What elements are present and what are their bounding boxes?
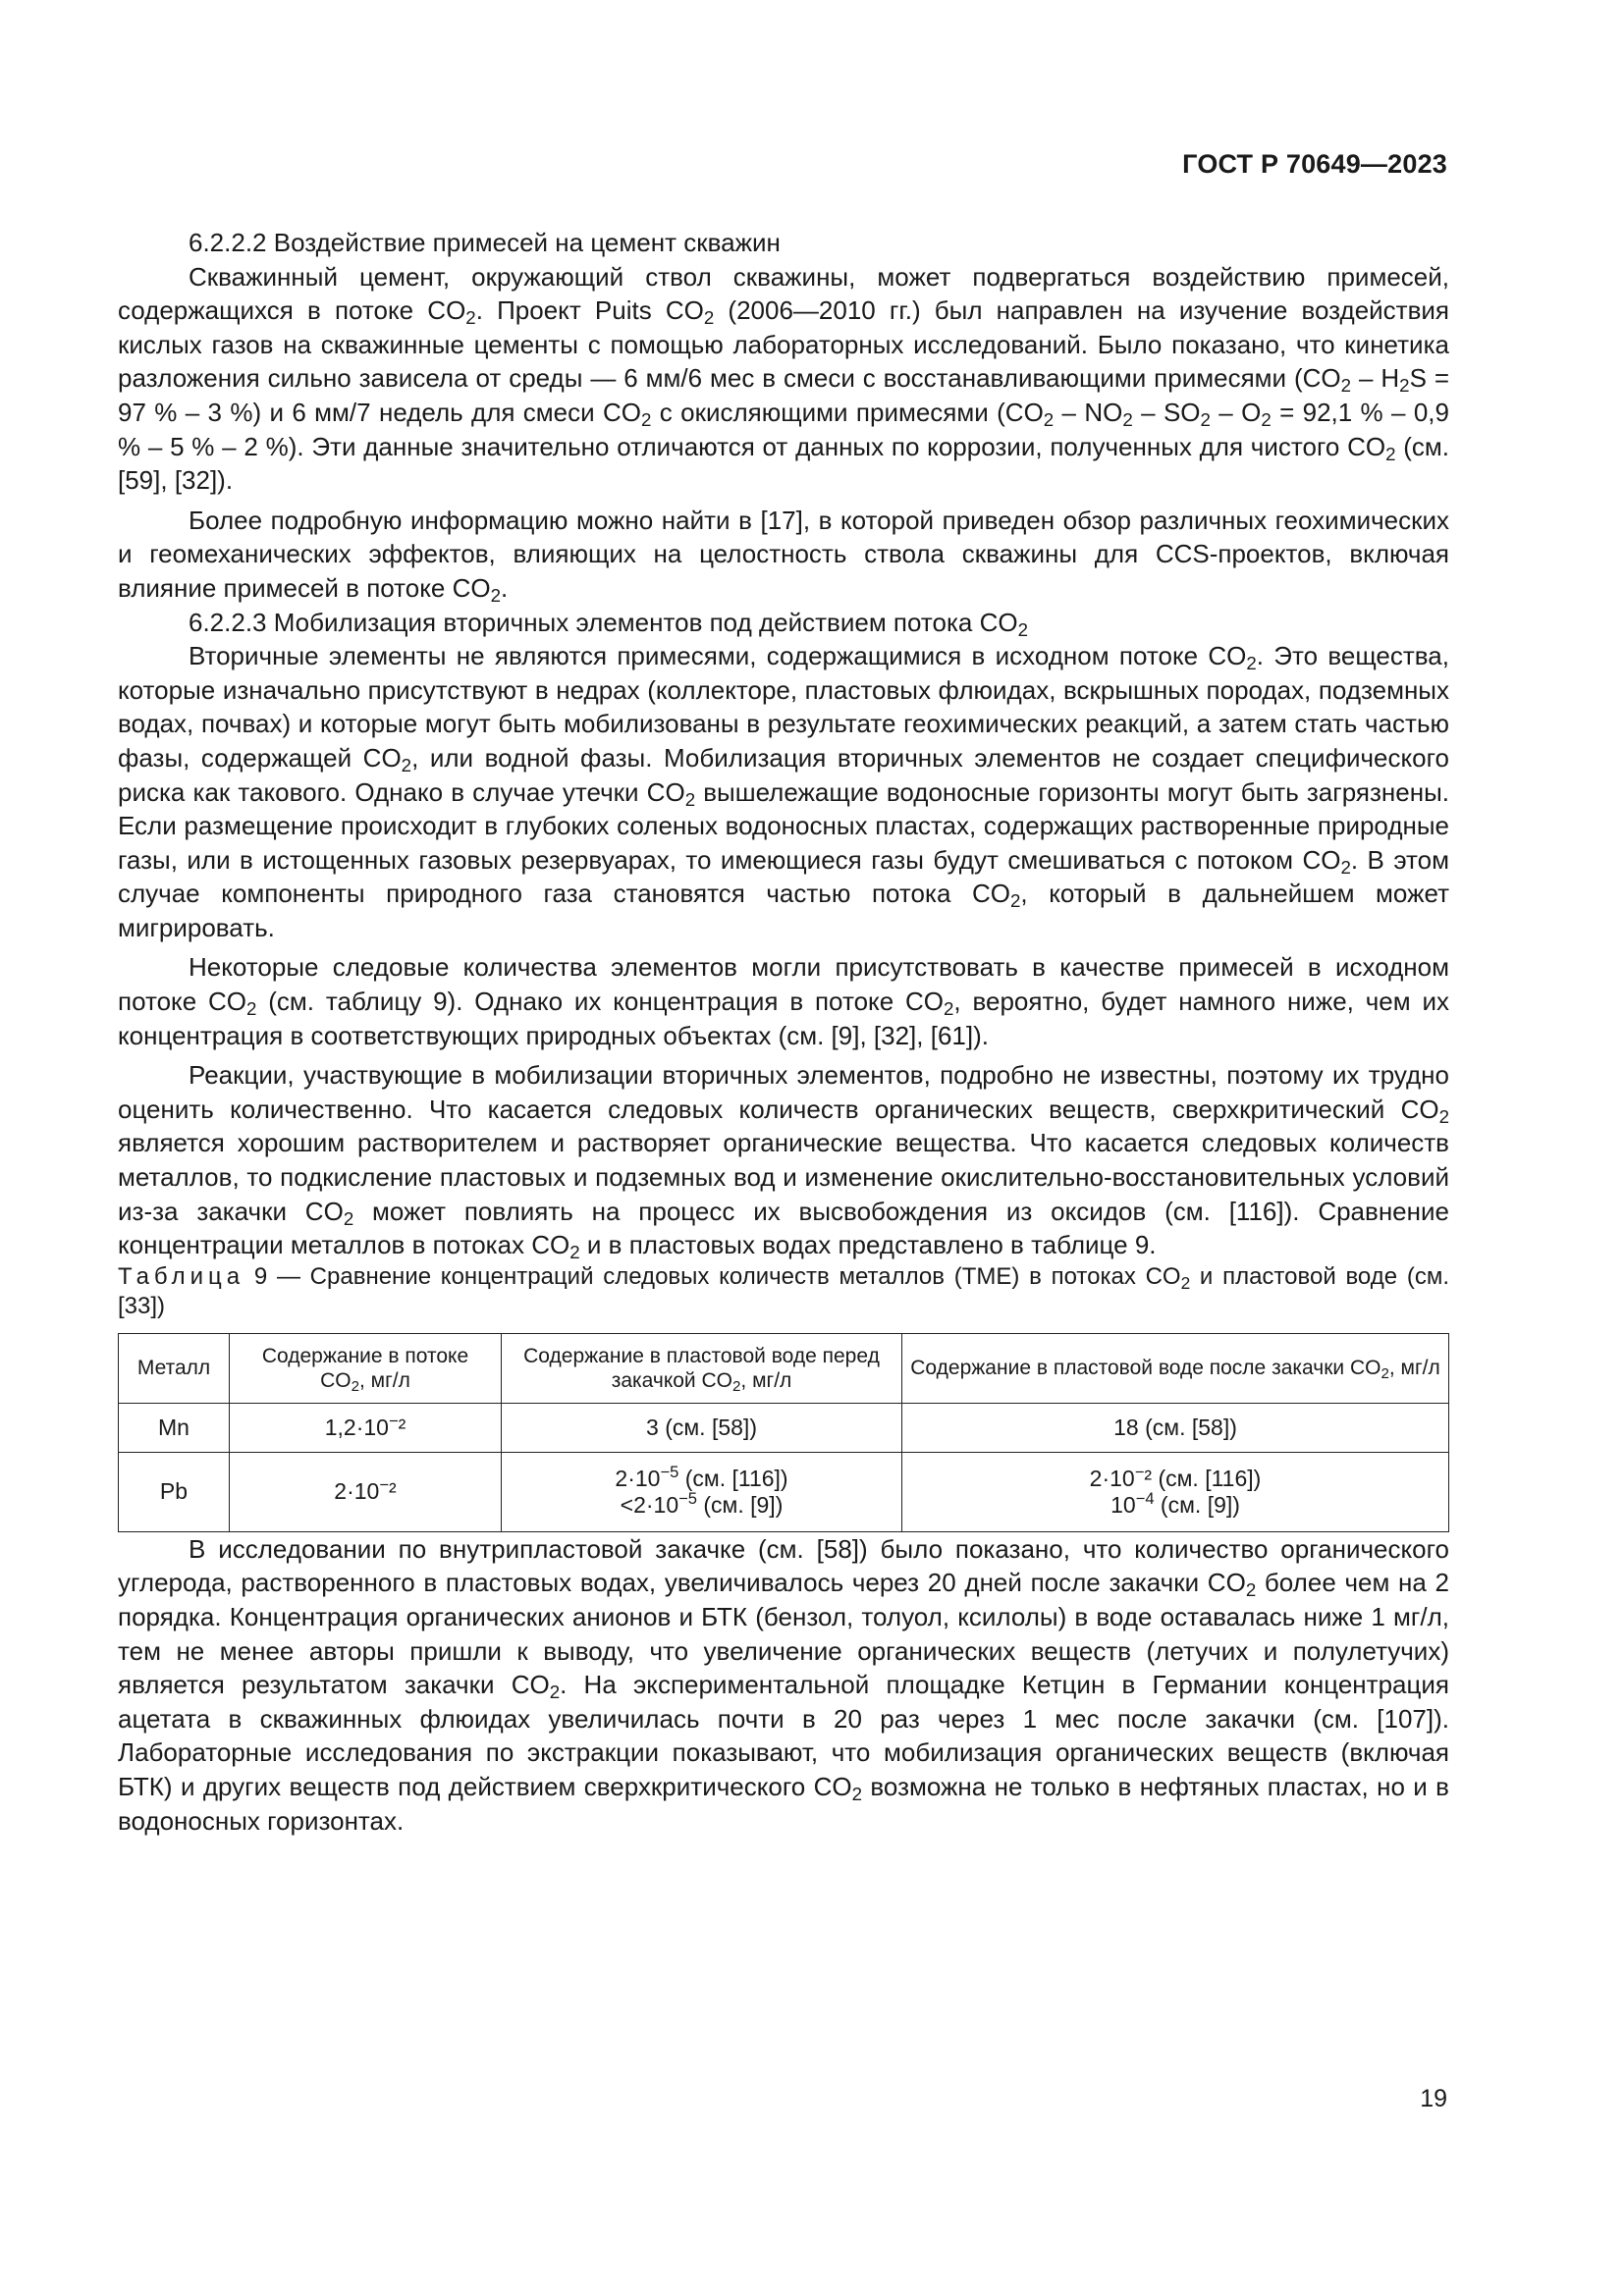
table-caption-label: Таблица [118, 1262, 245, 1290]
table-header-row [119, 1333, 1449, 1403]
header-cell-water-after: Содержание в пластовой воде после закачки $CO_2$, мг/л [902, 1333, 1449, 1403]
header-cell-stream: Содержание в потоке $CO_2$, мг/л [230, 1333, 502, 1403]
page-body [118, 226, 1449, 1838]
table-caption-text: 9 — Сравнение концентраций следовых количеств металлов (TME) в потоках $CO_2$ и пластовой воде (см. [33]) [118, 1262, 1450, 1319]
table-cell: Mn [119, 1403, 230, 1452]
table-row [119, 1452, 1449, 1531]
table-cell: 18 (см. [58]) [902, 1403, 1449, 1452]
header-cell-metal: Металл [119, 1333, 230, 1403]
table-caption [118, 1262, 1449, 1321]
table-cell: 1,2·10−² [230, 1403, 502, 1452]
standard-header: ГОСТ Р 70649—2023 [1182, 149, 1447, 179]
page-number: 19 [1420, 2085, 1447, 2112]
table-cell: $2\cdot 10^{-5}$ (см. [116]) $<2\cdot 10^{-5}$ (см. [9]) [502, 1452, 902, 1531]
paragraph: Скважинный цемент, окружающий ствол скважины, может подвергаться воздействию примесей, содержащихся в потоке $CO_2$. Проект Puits $CO_2$ (2006—2010 гг.) был направлен на изучение воздействия кислых газов на скважинные цементы с помощью лабораторных исследований. Было показано, что кинетика разложения сильно зависела от среды — 6 мм/6 мес в смеси с восстанавливающими примесями ($CO_2 - H_2S = 97$ % – 3 %) и 6 мм/7 недель для смеси $CO_2$ с окисляющими примесями ($CO_2 - NO_2 - SO_2 - O_2 = 92,1$ % – 0,9 % – 5 % – 2 %). Эти данные значительно отличаются от данных по коррозии, полученных для чистого $CO_2$ (см. [59], [32]). [118, 261, 1450, 496]
paragraph: Реакции, участвующие в мобилизации вторичных элементов, подробно не известны, поэтому их трудно оценить количественно. Что касается следовых количеств органических веществ, сверхкритический $CO_2$ является хорошим растворителем и растворяет органические вещества. Что касается следовых количеств металлов, то подкисление пластовых и подземных вод и изменение окислительно-восстановительных условий из-за закачки $CO_2$ может повлиять на процесс их высвобождения из оксидов (см. [116]). Сравнение концентрации металлов в потоках $CO_2$ и в пластовых водах представлено в таблице 9. [118, 1060, 1449, 1263]
table-9 [118, 1333, 1449, 1532]
table-cell: Pb [119, 1452, 230, 1531]
paragraph: Некоторые следовые количества элементов могли присутствовать в качестве примесей в исходном потоке $CO_2$ (см. таблицу 9). Однако их концентрация в потоке $CO_2$, вероятно, будет намного ниже, чем их концентрация в соответствующих природных объектах (см. [9], [32], [61]). [118, 952, 1449, 1050]
paragraph: В исследовании по внутрипластовой закачке (см. [58]) было показано, что количество органического углерода, растворенного в пластовых водах, увеличивалось через 20 дней после закачки $CO_2$ более чем на 2 порядка. Концентрация органических анионов и БТК (бензол, толуол, ксилолы) в воде оставалась ниже 1 мг/л, тем не менее авторы пришли к выводу, что увеличение органических веществ (летучих и полулетучих) является результатом закачки $CO_2$. На экспериментальной площадке Кетцин в Германии концентрация ацетата в скважинных флюидах увеличилась почти в 20 раз через 1 мес после закачки (см. [107]). Лабораторные исследования по экстракции показывают, что мобилизация органических веществ (включая БТК) и других веществ под действием сверхкритического $CO_2$ возможна не только в нефтяных пластах, но и в водоносных горизонтах. [118, 1533, 1449, 1836]
paragraph: Вторичные элементы не являются примесями, содержащимися в исходном потоке $CO_2$. Это вещества, которые изначально присутствуют в недрах (коллекторе, пластовых флюидах, вскрышных породах, подземных водах, почвах) и которые могут быть мобилизованы в результате геохимических реакций, а затем стать частью фазы, содержащей $CO_2$, или водной фазы. Мобилизация вторичных элементов не создает специфического риска как такового. Однако в случае утечки $CO_2$ вышележащие водоносные горизонты могут быть загрязнены. Если размещение происходит в глубоких соленых водоносных пластах, содержащих растворенные природные газы, или в истощенных газовых резервуарах, то имеющиеся газы будут смешиваться с потоком $CO_2$. В этом случае компоненты природного газа становятся частью потока $CO_2$, который в дальнейшем может мигрировать. [118, 641, 1449, 942]
table-cell: 2·10−² (см. [116]) $10^{-4}$ (см. [9]) [902, 1452, 1449, 1531]
table-cell: 2·10−² [230, 1452, 502, 1531]
section-title: 6.2.2.3 Мобилизация вторичных элементов под действием потока $CO_2$ [189, 607, 1028, 640]
header-cell-water-before: Содержание в пластовой воде перед закачкой $CO_2$, мг/л [502, 1333, 902, 1403]
section-title: 6.2.2.2 Воздействие примесей на цемент скважин [189, 228, 781, 257]
paragraph: Более подробную информацию можно найти в [17], в которой приведен обзор различных геохимических и геомеханических эффектов, влияющих на целостность ствола скважины для CCS-проектов, включая влияние примесей в потоке $CO_2$. [118, 505, 1449, 607]
table-row [119, 1403, 1449, 1452]
table-cell: 3 (см. [58]) [502, 1403, 902, 1452]
